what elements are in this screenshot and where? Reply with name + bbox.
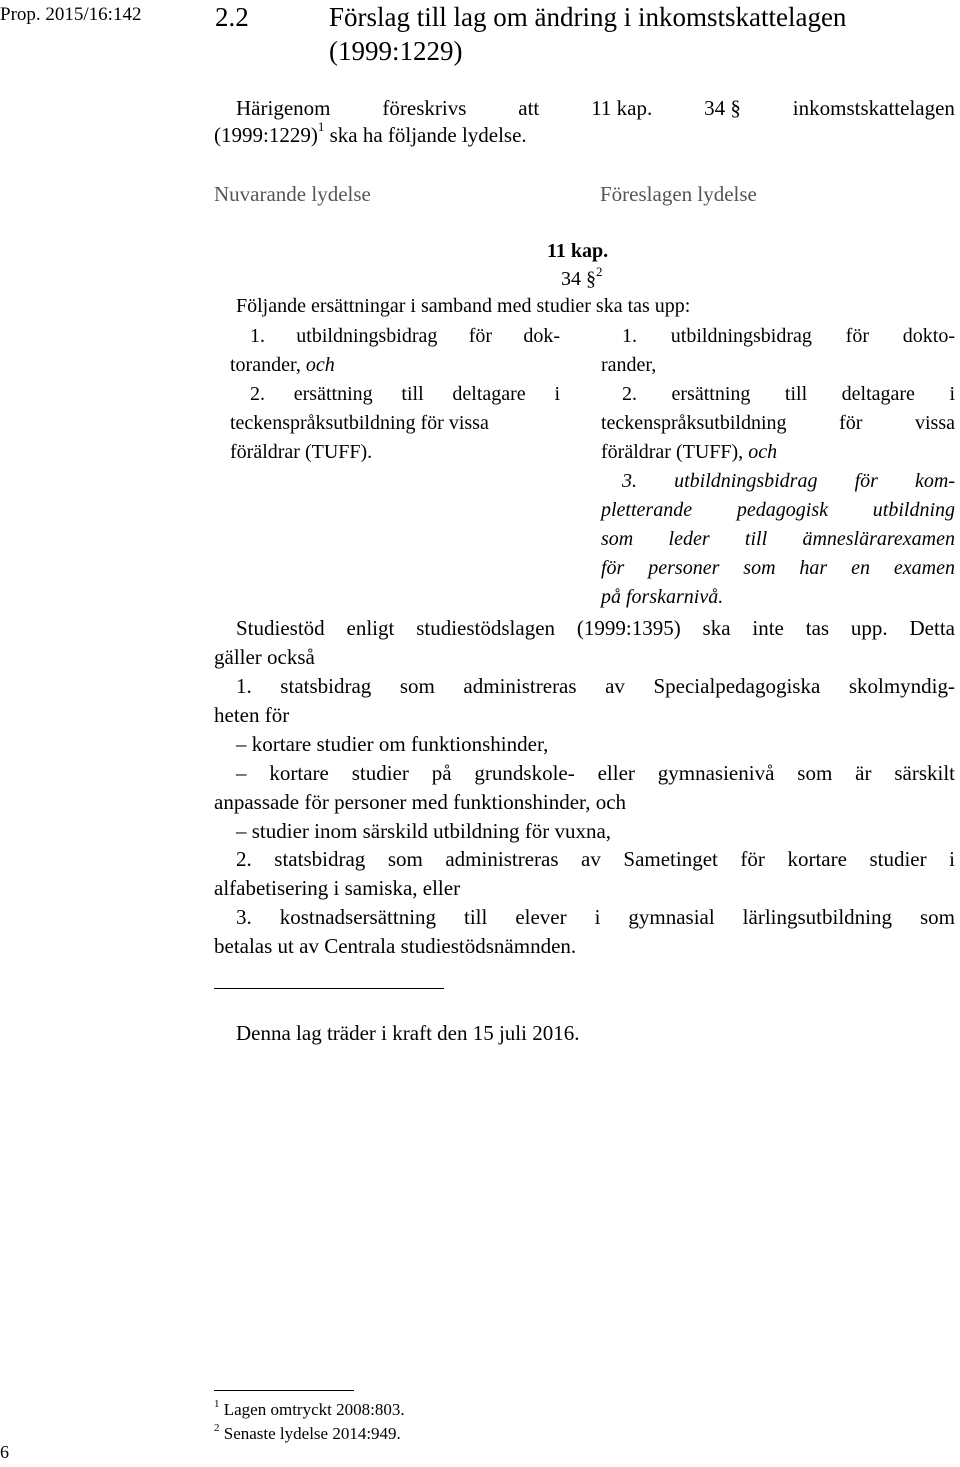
footnote-ref: 2 <box>596 264 603 279</box>
current-item1-line2: torander, och <box>230 354 335 376</box>
chapter-heading: 11 kap. <box>547 240 609 262</box>
page-number: 6 <box>0 1442 9 1462</box>
intro-word: Härigenom <box>236 96 331 120</box>
intro-paragraph-ref: 34 § <box>704 96 741 120</box>
body-item2-line2: alfabetisering i samiska, eller <box>214 876 461 900</box>
body-p1-line2: gäller också <box>214 645 315 669</box>
prop-reference: Prop. 2015/16:142 <box>0 4 142 25</box>
body-dash1: – kortare studier om funktionshinder, <box>236 732 549 756</box>
paragraph-heading: 34 §$^2$ <box>561 264 603 290</box>
intro-line2: (1999:1229)$^1$ ska ha följande lydelse. <box>214 119 527 147</box>
proposed-item3-line1: 3. utbildningsbidrag för kom- <box>622 470 955 492</box>
footnote-1: $^1$ Lagen omtryckt 2008:803. <box>214 1398 405 1419</box>
intro-word: inkomstskattelagen <box>792 96 955 120</box>
proposed-item3-line3: som leder till ämneslärarexamen <box>601 528 955 550</box>
footnote-ref: 1 <box>317 119 325 134</box>
section-title-line2: (1999:1229) <box>329 36 463 66</box>
body-item1-line2: heten för <box>214 703 290 727</box>
body-p1-line1: Studiestöd enligt studiestödslagen (1999:1395) ska inte tas upp. Detta <box>236 616 955 640</box>
footnote-rule <box>214 1390 354 1391</box>
body-dash3: – studier inom särskild utbildning för vuxna, <box>236 819 612 843</box>
proposed-item2-line2: teckenspråksutbildning för vissa <box>601 412 955 434</box>
proposed-item1-line1: 1. utbildningsbidrag för dokto- <box>622 325 955 347</box>
body-dash2-line2: anpassade för personer med funktionshinder, och <box>214 790 627 814</box>
proposed-heading: Föreslagen lydelse <box>600 182 757 206</box>
effective-date: Denna lag träder i kraft den 15 juli 2016. <box>236 1021 580 1045</box>
proposed-item3-line5: på forskarnivå. <box>601 586 724 608</box>
current-item2-line1: 2. ersättning till deltagare i <box>250 383 560 405</box>
proposed-item2-line3: föräldrar (TUFF), och <box>601 441 778 463</box>
body-item2-line1: 2. statsbidrag som administreras av Sametinget för kortare studier i <box>236 847 955 871</box>
proposed-item3-line4: för personer som har en examen <box>601 557 955 579</box>
intro-word: att <box>518 96 540 120</box>
body-item3-line2: betalas ut av Centrala studiestödsnämnden. <box>214 934 577 958</box>
section-number: 2.2 <box>215 2 249 32</box>
proposed-item1-line2: rander, <box>601 354 657 376</box>
intro-line1 <box>236 96 955 121</box>
intro-word: föreskrivs <box>382 96 467 120</box>
separator-rule <box>214 988 444 989</box>
current-item2-line3: föräldrar (TUFF). <box>230 441 373 463</box>
body-item1-line1: 1. statsbidrag som administreras av Specialpedagogiska skolmyndig- <box>236 674 955 698</box>
intro-word: 11 kap. <box>591 96 653 120</box>
current-item2-line2: teckenspråksutbildning för vissa <box>230 412 489 434</box>
proposed-item3-line2: pletterande pedagogisk utbildning <box>601 499 955 521</box>
body-item3-line1: 3. kostnadsersättning till elever i gymnasial lärlingsutbildning som <box>236 905 955 929</box>
body-dash2-line1: – kortare studier på grundskole- eller gymnasienivå som är särskilt <box>236 761 955 785</box>
section-title-line1: Förslag till lag om ändring i inkomstskattelagen <box>329 2 847 32</box>
current-heading: Nuvarande lydelse <box>214 182 371 206</box>
proposed-item2-line1: 2. ersättning till deltagare i <box>622 383 955 405</box>
footnote-2: $^2$ Senaste lydelse 2014:949. <box>214 1422 401 1443</box>
current-item1-line1: 1. utbildningsbidrag för dok- <box>250 325 560 347</box>
law-intro-line: Följande ersättningar i samband med studier ska tas upp: <box>236 295 691 317</box>
